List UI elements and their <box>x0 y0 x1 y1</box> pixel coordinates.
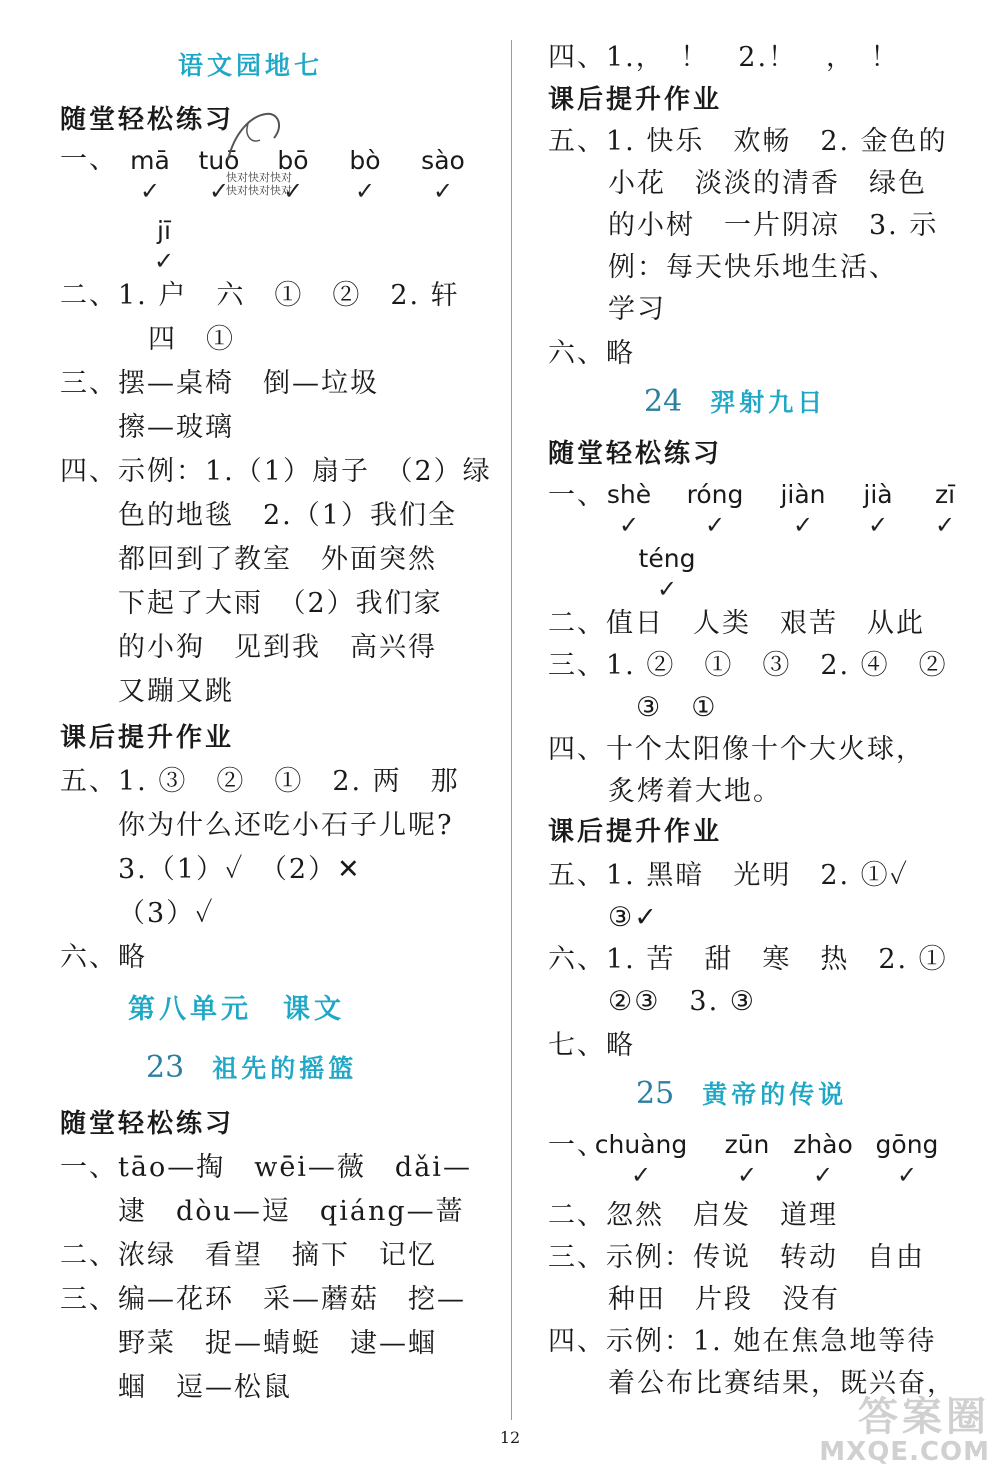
section-title: 随堂轻松练习 <box>60 1109 235 1139</box>
answer-line: 五、1. 黑暗 光明 2. ①✓ <box>548 860 910 891</box>
pinyin-text: róng <box>686 480 744 509</box>
answer-line: 下起了大雨 （2）我们家 <box>118 588 443 619</box>
answer-line: 六、略 <box>548 338 635 369</box>
pinyin-item <box>576 1128 706 1188</box>
pinyin-item <box>890 478 1000 538</box>
pinyin-text: chuàng <box>594 1130 688 1159</box>
section-title: 随堂轻松练习 <box>548 439 723 469</box>
check-icon: ✓ <box>656 575 678 603</box>
answer-line: 四、十个太阳像十个大火球， <box>548 734 925 765</box>
answer-line: 二、忽然 启发 道理 <box>548 1200 838 1231</box>
answer-line: 逮 dòu—逗 qiáng—蔷 <box>118 1196 465 1227</box>
lesson-title: 祖先的摇篮 <box>212 1054 358 1083</box>
answer-line: 种田 片段 没有 <box>608 1284 840 1315</box>
pinyin-text: bò <box>349 146 381 175</box>
pinyin-text: bō <box>277 146 309 175</box>
page-number: 12 <box>499 1428 521 1447</box>
answer-line: 野菜 捉—蜻蜓 逮—蝈 <box>118 1328 437 1359</box>
lesson-title: 黄帝的传说 <box>702 1080 848 1109</box>
q1-label: 一、 <box>548 1130 606 1161</box>
answer-line: 小花 淡淡的清香 绿色 <box>608 168 927 199</box>
pinyin-item <box>612 542 722 602</box>
lesson-heading <box>146 1050 357 1087</box>
check-icon: ✓ <box>792 511 814 539</box>
answer-line: 四、示例：1.（1）扇子 （2）绿 <box>60 456 492 487</box>
lesson-number: 24 <box>644 384 683 419</box>
answer-line: 三、编—花环 采—蘑菇 挖— <box>60 1284 466 1315</box>
answer-line: 六、略 <box>60 942 147 973</box>
answer-line: 七、略 <box>548 1030 635 1061</box>
pinyin-text: zhào <box>793 1130 853 1159</box>
lesson-number: 25 <box>636 1076 675 1111</box>
section-title: 课后提升作业 <box>548 85 723 115</box>
answer-line: 蝈 逗—松鼠 <box>118 1372 292 1403</box>
watermark-en: MXQE.COM <box>819 1437 990 1467</box>
section-title: 随堂轻松练习 <box>60 105 235 135</box>
answer-line: ②③ 3. ③ <box>608 986 756 1017</box>
answer-line: ③ ① <box>636 692 718 723</box>
answer-line: 四、1.， ！ 2.！ ， ！ <box>548 42 900 73</box>
answer-line: 学习 <box>608 294 666 325</box>
answer-line: 都回到了教室 外面突然 <box>118 544 437 575</box>
pinyin-text: tuō <box>198 146 240 175</box>
pinyin-text: mā <box>130 146 170 175</box>
check-icon: ✓ <box>618 511 640 539</box>
answer-line: 五、1. 快乐 欢畅 2. 金色的 <box>548 126 948 157</box>
answer-line: 你为什么还吃小石子儿呢? <box>118 810 454 841</box>
answer-line: 3.（1）✓ （2）✕ <box>118 854 362 885</box>
lesson-heading <box>644 384 826 421</box>
answer-line: 色的地毯 2.（1）我们全 <box>118 500 457 531</box>
heading-yuwen-yuandi: 语文园地七 <box>178 51 324 80</box>
answer-line: 的小树 一片阴凉 3. 示 <box>608 210 939 241</box>
pinyin-text: jī <box>157 216 171 245</box>
pinyin-text: sào <box>421 146 465 175</box>
check-icon: ✓ <box>139 177 161 205</box>
check-icon: ✓ <box>736 1161 758 1189</box>
pinyin-text: gōng <box>875 1130 939 1159</box>
check-icon: ✓ <box>630 1161 652 1189</box>
pinyin-item <box>109 214 219 274</box>
column-divider <box>511 40 512 1420</box>
pinyin-text: téng <box>638 544 696 573</box>
stamp-text: 快对快对快对 <box>226 184 292 197</box>
answer-line: 六、1. 苦 甜 寒 热 2. ① <box>548 944 948 975</box>
answer-line: 又蹦又跳 <box>118 676 234 707</box>
answer-line: 三、示例：传说 转动 自由 <box>548 1242 925 1273</box>
answer-line: 四、示例：1. 她在焦急地等待 <box>548 1326 937 1357</box>
stamp-text: 快对快对快对 <box>226 171 292 184</box>
check-icon: ✓ <box>704 511 726 539</box>
check-icon: ✓ <box>208 177 230 205</box>
answer-line: 二、值日 人类 艰苦 从此 <box>548 608 925 639</box>
section-title: 课后提升作业 <box>60 723 235 753</box>
lesson-title: 羿射九日 <box>710 388 827 417</box>
unit-heading: 第八单元 课文 <box>128 994 345 1025</box>
answer-line: 二、1. 户 六 ① ② 2. 轩 <box>60 280 460 311</box>
answer-line: 五、1. ③ ② ① 2. 两 那 <box>60 766 460 797</box>
check-icon: ✓ <box>812 1161 834 1189</box>
answer-line: 着公布比赛结果，既兴奋， <box>608 1368 956 1399</box>
lesson-heading <box>636 1076 847 1113</box>
watermark-logo <box>819 1396 990 1466</box>
pinyin-item <box>388 144 498 204</box>
watermark-cn: 答案圈 <box>858 1394 990 1440</box>
pinyin-text: jià <box>863 480 893 509</box>
answer-line: （3）✓ <box>118 898 215 929</box>
check-icon: ✓ <box>934 511 956 539</box>
check-icon: ✓ <box>153 247 175 275</box>
check-icon: ✓ <box>896 1161 918 1189</box>
q1-label: 一、 <box>60 144 118 175</box>
check-icon: ✓ <box>867 511 889 539</box>
answer-line: 四 ① <box>148 324 235 355</box>
check-icon: ✓ <box>354 177 376 205</box>
q1-label: 一、 <box>548 480 606 511</box>
answer-line: 例：每天快乐地生活、 <box>608 252 898 283</box>
lesson-number: 23 <box>146 1050 185 1085</box>
pinyin-text: jiàn <box>780 480 826 509</box>
handwritten-scribble-icon <box>220 104 290 174</box>
check-icon: ✓ <box>282 177 304 205</box>
pinyin-text: shè <box>606 480 652 509</box>
pinyin-item <box>852 1128 962 1188</box>
answer-line: 的小狗 见到我 高兴得 <box>118 632 437 663</box>
answer-line: 一、tāo—掏 wēi—薇 dǎi— <box>60 1152 472 1183</box>
check-icon: ✓ <box>432 177 454 205</box>
answer-line: 三、1. ② ① ③ 2. ④ ② <box>548 650 948 681</box>
answer-line: ③✓ <box>608 902 659 933</box>
section-title: 课后提升作业 <box>548 817 723 847</box>
answer-line: 三、摆—桌椅 倒—垃圾 <box>60 368 379 399</box>
answer-line: 擦—玻璃 <box>118 412 234 443</box>
pinyin-text: zūn <box>724 1130 770 1159</box>
answer-line: 炙烤着大地。 <box>608 776 782 807</box>
pinyin-text: zī <box>934 480 956 509</box>
answer-line: 二、浓绿 看望 摘下 记忆 <box>60 1240 437 1271</box>
